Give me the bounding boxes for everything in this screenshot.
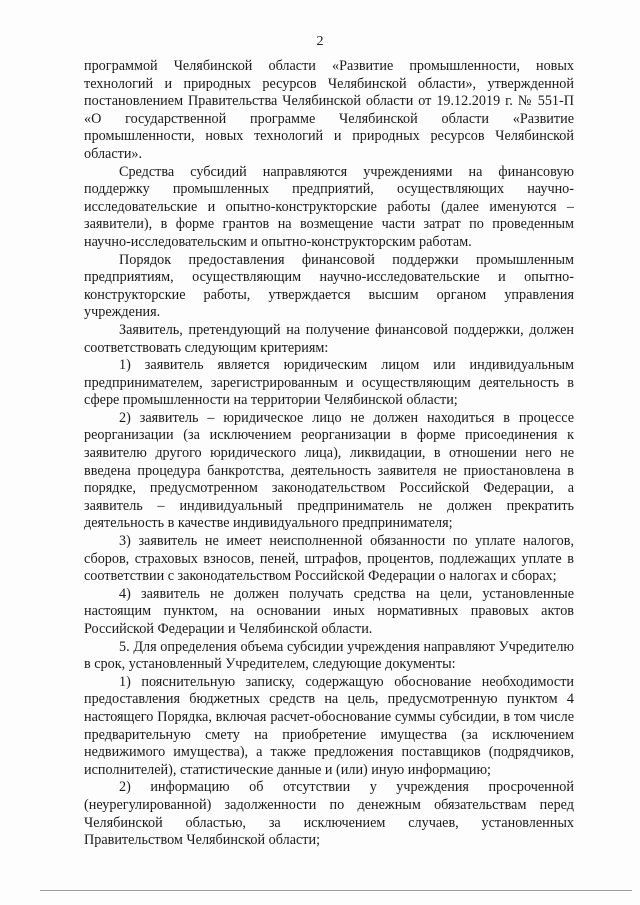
criterion-3: 3) заявитель не имеет неисполненной обязанности по уплате налогов, сборов, страховых взносов, пеней, штрафов, процентов, подлежащих уплате в соответствии с законодательством Российской Федерации о налогах и сборах; xyxy=(84,533,574,585)
document-body xyxy=(84,58,574,850)
page-number: 2 xyxy=(316,34,324,49)
paragraph-section-5: 5. Для определения объема субсидии учреждения направляют Учредителю в срок, установленный Учредителем, следующие документы: xyxy=(84,638,574,673)
document-item-1: 1) пояснительную записку, содержащую обоснование необходимости предоставления бюджетных средств на цель, предусмотренную пунктом 4 настоящего Порядка, включая расчет-обоснование суммы субсидии, в том числе предварительную смету на приобретение имущества (за исключением недвижимого имущества), а также предложения поставщиков (подрядчиков, исполнителей), статистические данные и (или) иную информацию; xyxy=(84,673,574,778)
criterion-1: 1) заявитель является юридическим лицом или индивидуальным предпринимателем, зарегистрированным и осуществляющим деятельность в сфере промышленности на территории Челябинской области; xyxy=(84,357,574,409)
criterion-4: 4) заявитель не должен получать средства на цели, установленные настоящим пунктом, на основании иных нормативных правовых актов Российской Федерации и Челябинской области. xyxy=(84,585,574,637)
paragraph-applicant-criteria-intro: Заявитель, претендующий на получение финансовой поддержки, должен соответствовать следующим критериям: xyxy=(84,321,574,356)
document-item-2: 2) информацию об отсутствии у учреждения просроченной (неурегулированной) задолженности по денежным обязательствам перед Челябинской областью, за исключением случаев, установленных Правительством Челябинской области; xyxy=(84,779,574,849)
paragraph-support-procedure: Порядок предоставления финансовой поддержки промышленным предприятиям, осуществляющим научно-исследовательские и опытно-конструкторские работы, утверждается высшим органом управления учреждения. xyxy=(84,251,574,321)
page-bottom-rule xyxy=(40,890,632,891)
paragraph-program-reference: программой Челябинской области «Развитие промышленности, новых технологий и природных ресурсов Челябинской области», утвержденной постановлением Правительства Челябинской области от 19.12.2019 г. № 551-П «О государственной программе Челябинской области «Развитие промышленности, новых технологий и природных ресурсов Челябинской области». xyxy=(84,58,574,162)
criterion-2: 2) заявитель – юридическое лицо не должен находиться в процессе реорганизации (за исключением реорганизации в форме присоединения к заявителю другого юридического лица), ликвидации, в отношении него не введена процедура банкротства, деятельность заявителя не приостановлена в порядке, предусмотренном законодательством Российской Федерации, а заявитель – индивидуальный предприниматель не должен прекратить деятельность в качестве индивидуального предпринимателя; xyxy=(84,409,574,532)
paragraph-subsidy-funds: Средства субсидий направляются учреждениями на финансовую поддержку промышленных предприятий, осуществляющих научно-исследовательские и опытно-конструкторские работы (далее именуются – заявители), в форме грантов на возмещение части затрат по проведенным научно-исследовательским и опытно-конструкторским работам. xyxy=(84,163,574,250)
